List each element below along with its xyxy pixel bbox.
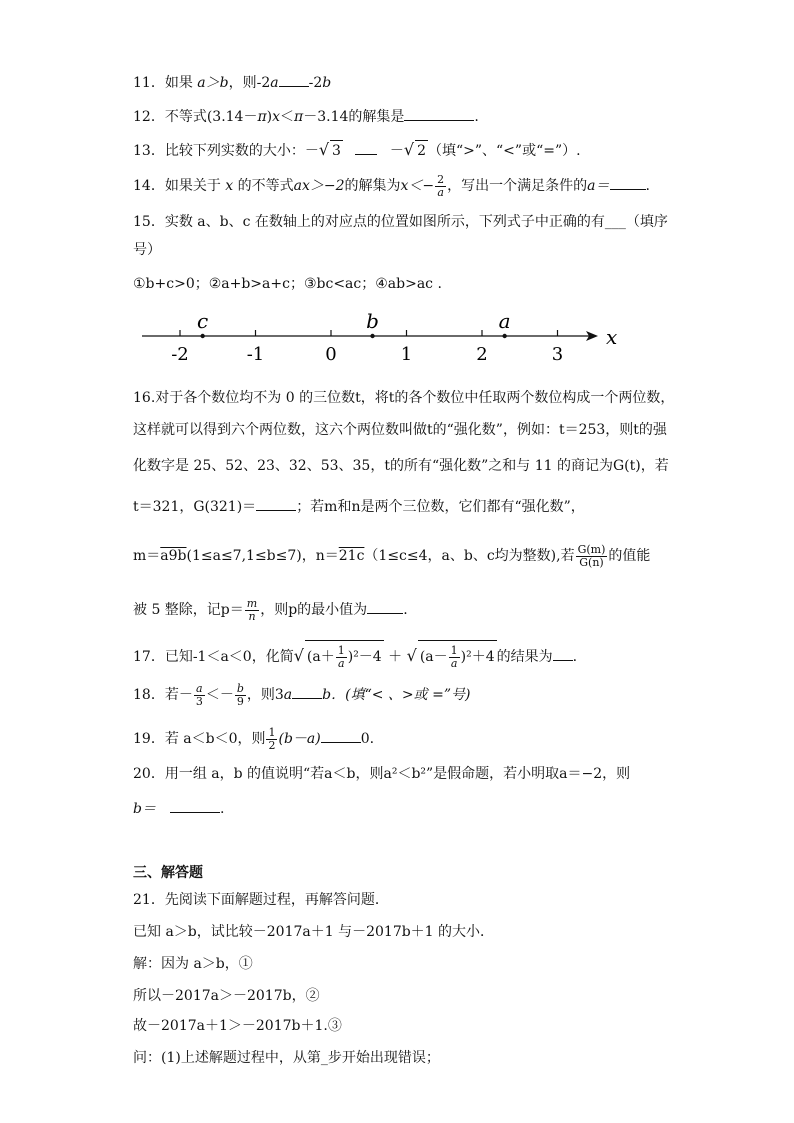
answer-blank[interactable] (610, 175, 646, 190)
question-20-line2: b＝ . (133, 798, 754, 819)
tick-label: 2 (476, 344, 488, 365)
answer-blank[interactable] (321, 728, 361, 743)
question-13: 13．比较下列实数的大小：－√ 3 －√ 2 （填“>”、“<”或“=”）. (133, 140, 581, 159)
tick-label: 1 (400, 344, 413, 365)
question-16-line5: m＝a9b(1≤a≤7,1≤b≤7)，n＝21c（1≤c≤4，a、b、c均为整数),若 $\frac{G(m)}{G(n)}$ 的值能 (133, 542, 651, 569)
question-16-line1: 16.对于各个数位均不为 0 的三位数t，将t的各个数位中任取两个数位构成一个两位数， (133, 390, 675, 406)
answer-blank[interactable] (170, 798, 220, 813)
question-21-line2: 已知 a＞b，试比较－2017a＋1 与－2017b＋1 的大小． (133, 924, 495, 940)
tick-label: 0 (325, 344, 337, 365)
point-label-c: c (197, 309, 209, 333)
question-21-line1: 21．先阅读下面解题过程，再解答问题． (133, 892, 389, 908)
tick-label: -1 (246, 344, 265, 365)
question-14: 14．如果关于 x 的不等式ax＞−2的解集为x＜− $\frac{2}{a}$ ，写出一个满足条件的a＝ . (133, 172, 650, 199)
number-line (140, 308, 630, 372)
question-16-line6: 被 5 整除，记p＝ $\frac{m}{n}$ ，则p的最小值为 . (133, 596, 408, 623)
question-15-options: ①b+c>0；②a+b>a+c；③bc<ac；④ab>ac . (133, 276, 442, 292)
question-21-line5: 故－2017a＋1＞－2017b＋1.③ (133, 1018, 342, 1034)
point-label-a: a (498, 309, 511, 333)
answer-blank[interactable] (279, 72, 309, 87)
answer-blank[interactable] (553, 646, 573, 661)
question-16-line2: 这样就可以得到六个两位数，这六个两位数叫做t的“强化数”，例如：t＝253，则t的强 (133, 422, 667, 438)
point-b (370, 334, 374, 338)
question-11: 11．如果 a＞b，则-2a -2b (133, 72, 754, 93)
point-c (200, 334, 204, 338)
answer-blank[interactable] (355, 140, 377, 155)
question-15-line2: 号） (133, 242, 161, 258)
question-18: 18．若－ $\frac{a}{3}$ ＜－ $\frac{b}{9}$ ，则3a b．(填“< 、>或 =”号) (133, 681, 471, 708)
fraction: $\frac{m}{n}$ (246, 596, 258, 623)
question-20-line1: 20．用一组 a，b 的值说明“若a＜b，则a²＜b²”是假命题，若小明取a＝−2，则 (133, 766, 631, 782)
fraction: $\frac{G(m)}{G(n)}$ (577, 542, 606, 569)
answer-blank[interactable] (292, 684, 322, 699)
question-17: 17．已知-1＜a＜0，化简√ (a＋ $\frac{1}{a}$ )²－4 ＋ √ (a－ $\frac{1}{a}$ )²＋4 的结果为 . (133, 640, 754, 673)
question-19: 19．若 a＜b＜0，则 $\frac{1}{2}$ (b－a) 0. (133, 725, 375, 752)
question-16-line4: t＝321，G(321)＝ ；若m和n是两个三位数，它们都有“强化数”， (133, 496, 754, 517)
point-label-b: b (366, 309, 379, 333)
question-21-line6: 问：(1)上述解题过程中，从第_步开始出现错误； (133, 1050, 440, 1066)
question-21-line3: 解：因为 a＞b，① (133, 956, 253, 972)
question-21-line4: 所以－2017a＞－2017b，② (133, 988, 320, 1004)
axis-label-x: x (606, 325, 618, 349)
question-12: 12．不等式(3.14－π)x＜π－3.14的解集是 . (133, 106, 754, 127)
point-a (502, 334, 506, 338)
question-16-line3: 化数字是 25、52、23、32、53、35，t的所有“强化数”之和与 11 的商记为G(t)，若 (133, 458, 669, 474)
section-heading: 三、解答题 (133, 865, 203, 881)
fraction: $\frac{2}{a}$ (437, 172, 445, 199)
tick-label: 3 (551, 344, 564, 365)
answer-blank[interactable] (367, 599, 403, 614)
tick-label: -2 (171, 344, 189, 365)
answer-blank[interactable] (404, 106, 474, 121)
question-15-line1: 15．实数 a、b、c 在数轴上的对应点的位置如图所示，下列式子中正确的有___（填序 (133, 214, 668, 230)
answer-blank[interactable] (256, 496, 296, 511)
